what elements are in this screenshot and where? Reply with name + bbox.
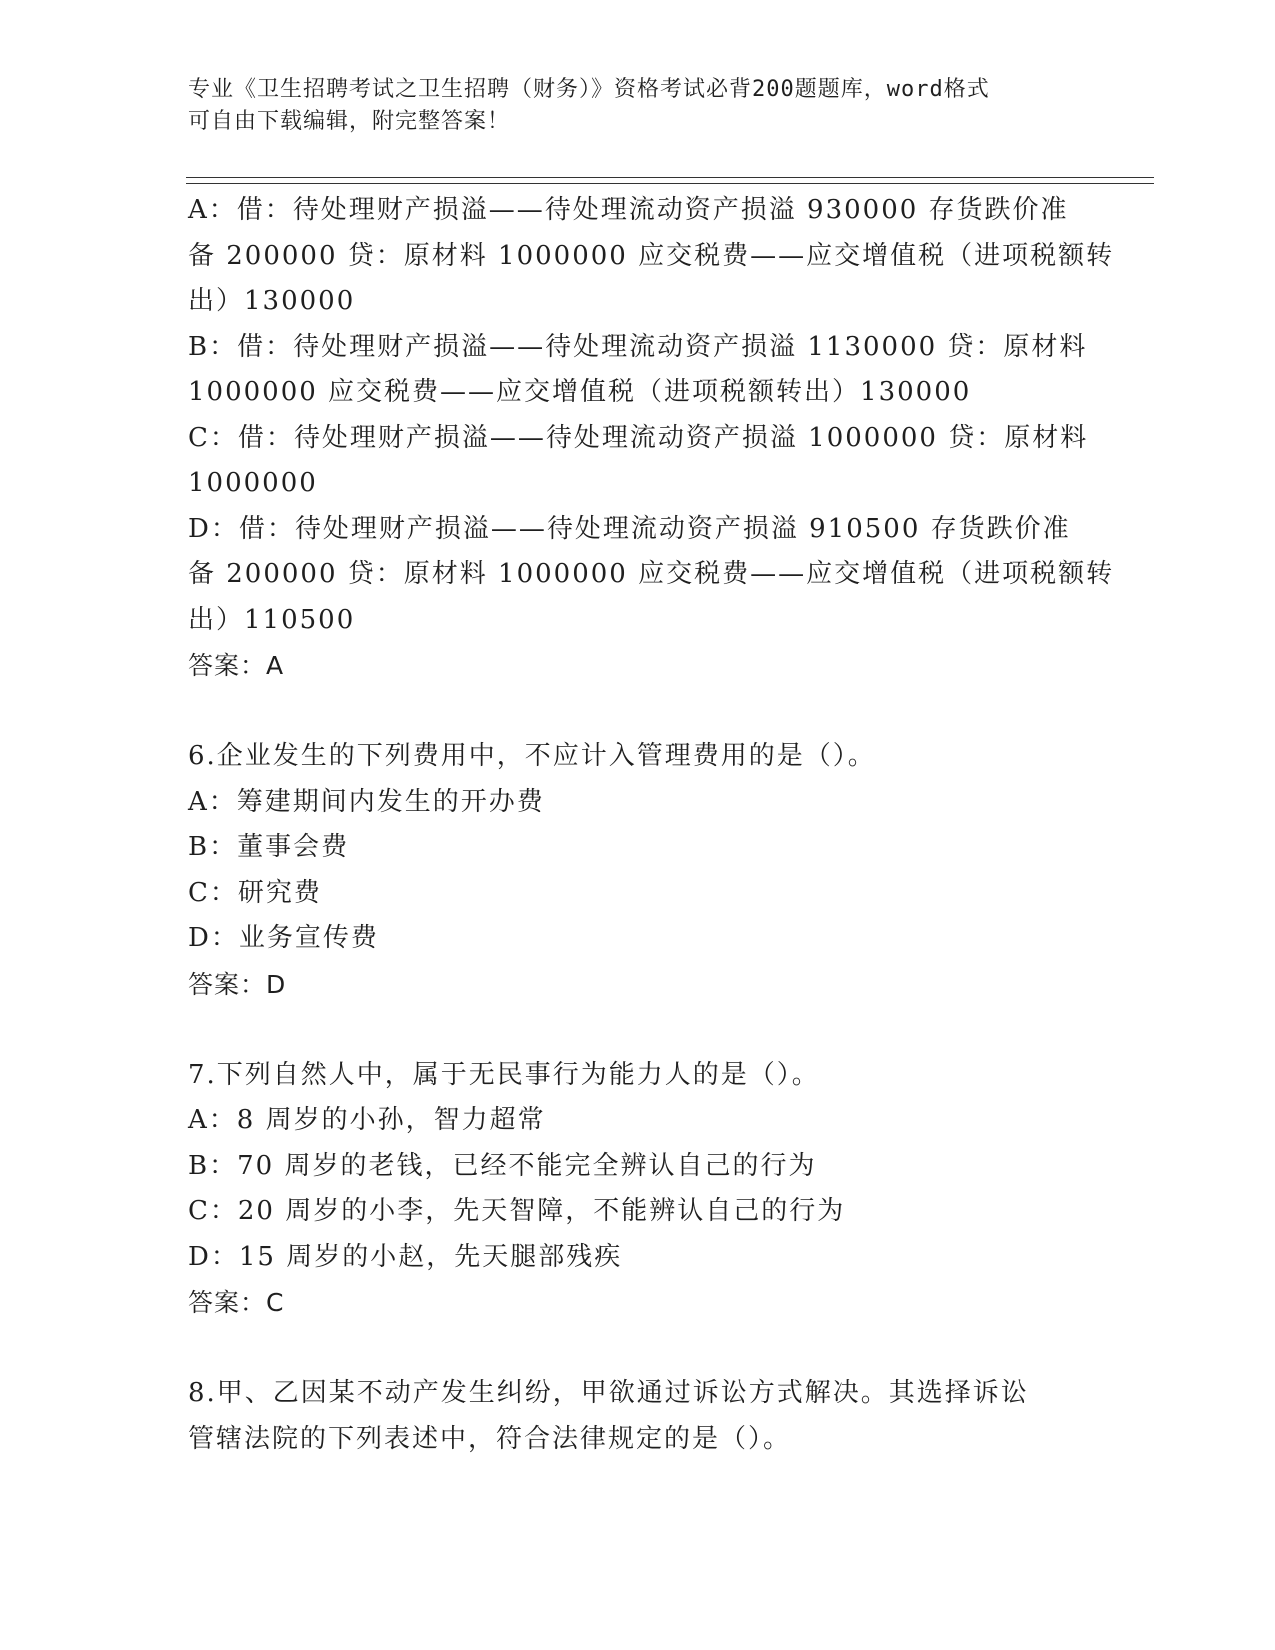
header-divider-top — [186, 177, 1154, 178]
q6-option-a: A：筹建期间内发生的开办费 — [188, 786, 545, 817]
header-title-line: 专业《卫生招聘考试之卫生招聘（财务）》资格考试必背200题题库，word格式 — [188, 77, 990, 102]
q5-option-b-line-1: B：借：待处理财产损溢——待处理流动资产损溢 1130000 贷：原材料 — [188, 331, 1088, 362]
q6-question: 6.企业发生的下列费用中，不应计入管理费用的是（）。 — [188, 741, 876, 771]
q7-answer: 答案：C — [188, 1288, 285, 1317]
q7-question: 7.下列自然人中，属于无民事行为能力人的是（）。 — [188, 1059, 820, 1090]
q7-option-c: C：20 周岁的小李，先天智障，不能辨认自己的行为 — [188, 1196, 846, 1226]
q7-option-a: A：8 周岁的小孙，智力超常 — [188, 1105, 546, 1135]
q8-question-line-2: 管辖法院的下列表述中，符合法律规定的是（）。 — [188, 1423, 792, 1454]
q5-option-a-line-3: 出）130000 — [188, 286, 356, 316]
spacer — [188, 1007, 1088, 1053]
spacer — [188, 689, 1088, 735]
question-8-block — [188, 1371, 1088, 1462]
q8-question-line-1: 8.甲、乙因某不动产发生纠纷，甲欲通过诉讼方式解决。其选择诉讼 — [188, 1378, 1029, 1408]
spacer — [188, 1326, 1088, 1372]
q5-option-a-line-1: A：借：待处理财产损溢——待处理流动资产损溢 930000 存货跌价准 — [188, 195, 1069, 225]
q7-option-d: D：15 周岁的小赵，先天腿部残疾 — [188, 1241, 623, 1272]
document-header — [188, 74, 1068, 138]
q5-option-d-line-1: D：借：待处理财产损溢——待处理流动资产损溢 910500 存货跌价准 — [188, 513, 1071, 544]
q7-option-b: B：70 周岁的老钱，已经不能完全辨认自己的行为 — [188, 1150, 817, 1181]
q6-answer: 答案：D — [188, 969, 287, 999]
q5-answer: 答案：A — [188, 651, 285, 680]
q5-option-c-line-1: C：借：待处理财产损溢——待处理流动资产损溢 1000000 贷：原材料 — [188, 422, 1089, 453]
question-5-block — [188, 188, 1115, 689]
q6-option-d: D：业务宣传费 — [188, 923, 379, 953]
header-subtitle-line: 可自由下载编辑，附完整答案！ — [188, 109, 511, 134]
q5-option-d-line-3: 出）110500 — [188, 604, 356, 635]
q6-option-b: B：董事会费 — [188, 832, 350, 862]
question-7-block — [188, 1053, 1088, 1326]
q5-option-b-line-2: 1000000 应交税费——应交增值税（进项税额转出）130000 — [188, 377, 972, 407]
q6-option-c: C：研究费 — [188, 877, 322, 908]
q5-option-a-line-2: 备 200000 贷：原材料 1000000 应交税费——应交增值税（进项税额转 — [188, 240, 1115, 271]
header-divider-bottom — [186, 183, 1154, 184]
q5-option-c-line-2: 1000000 — [188, 468, 318, 498]
question-list — [188, 188, 1115, 1462]
q5-option-d-line-2: 备 200000 贷：原材料 1000000 应交税费——应交增值税（进项税额转 — [188, 559, 1115, 589]
question-6-block — [188, 734, 1088, 1007]
